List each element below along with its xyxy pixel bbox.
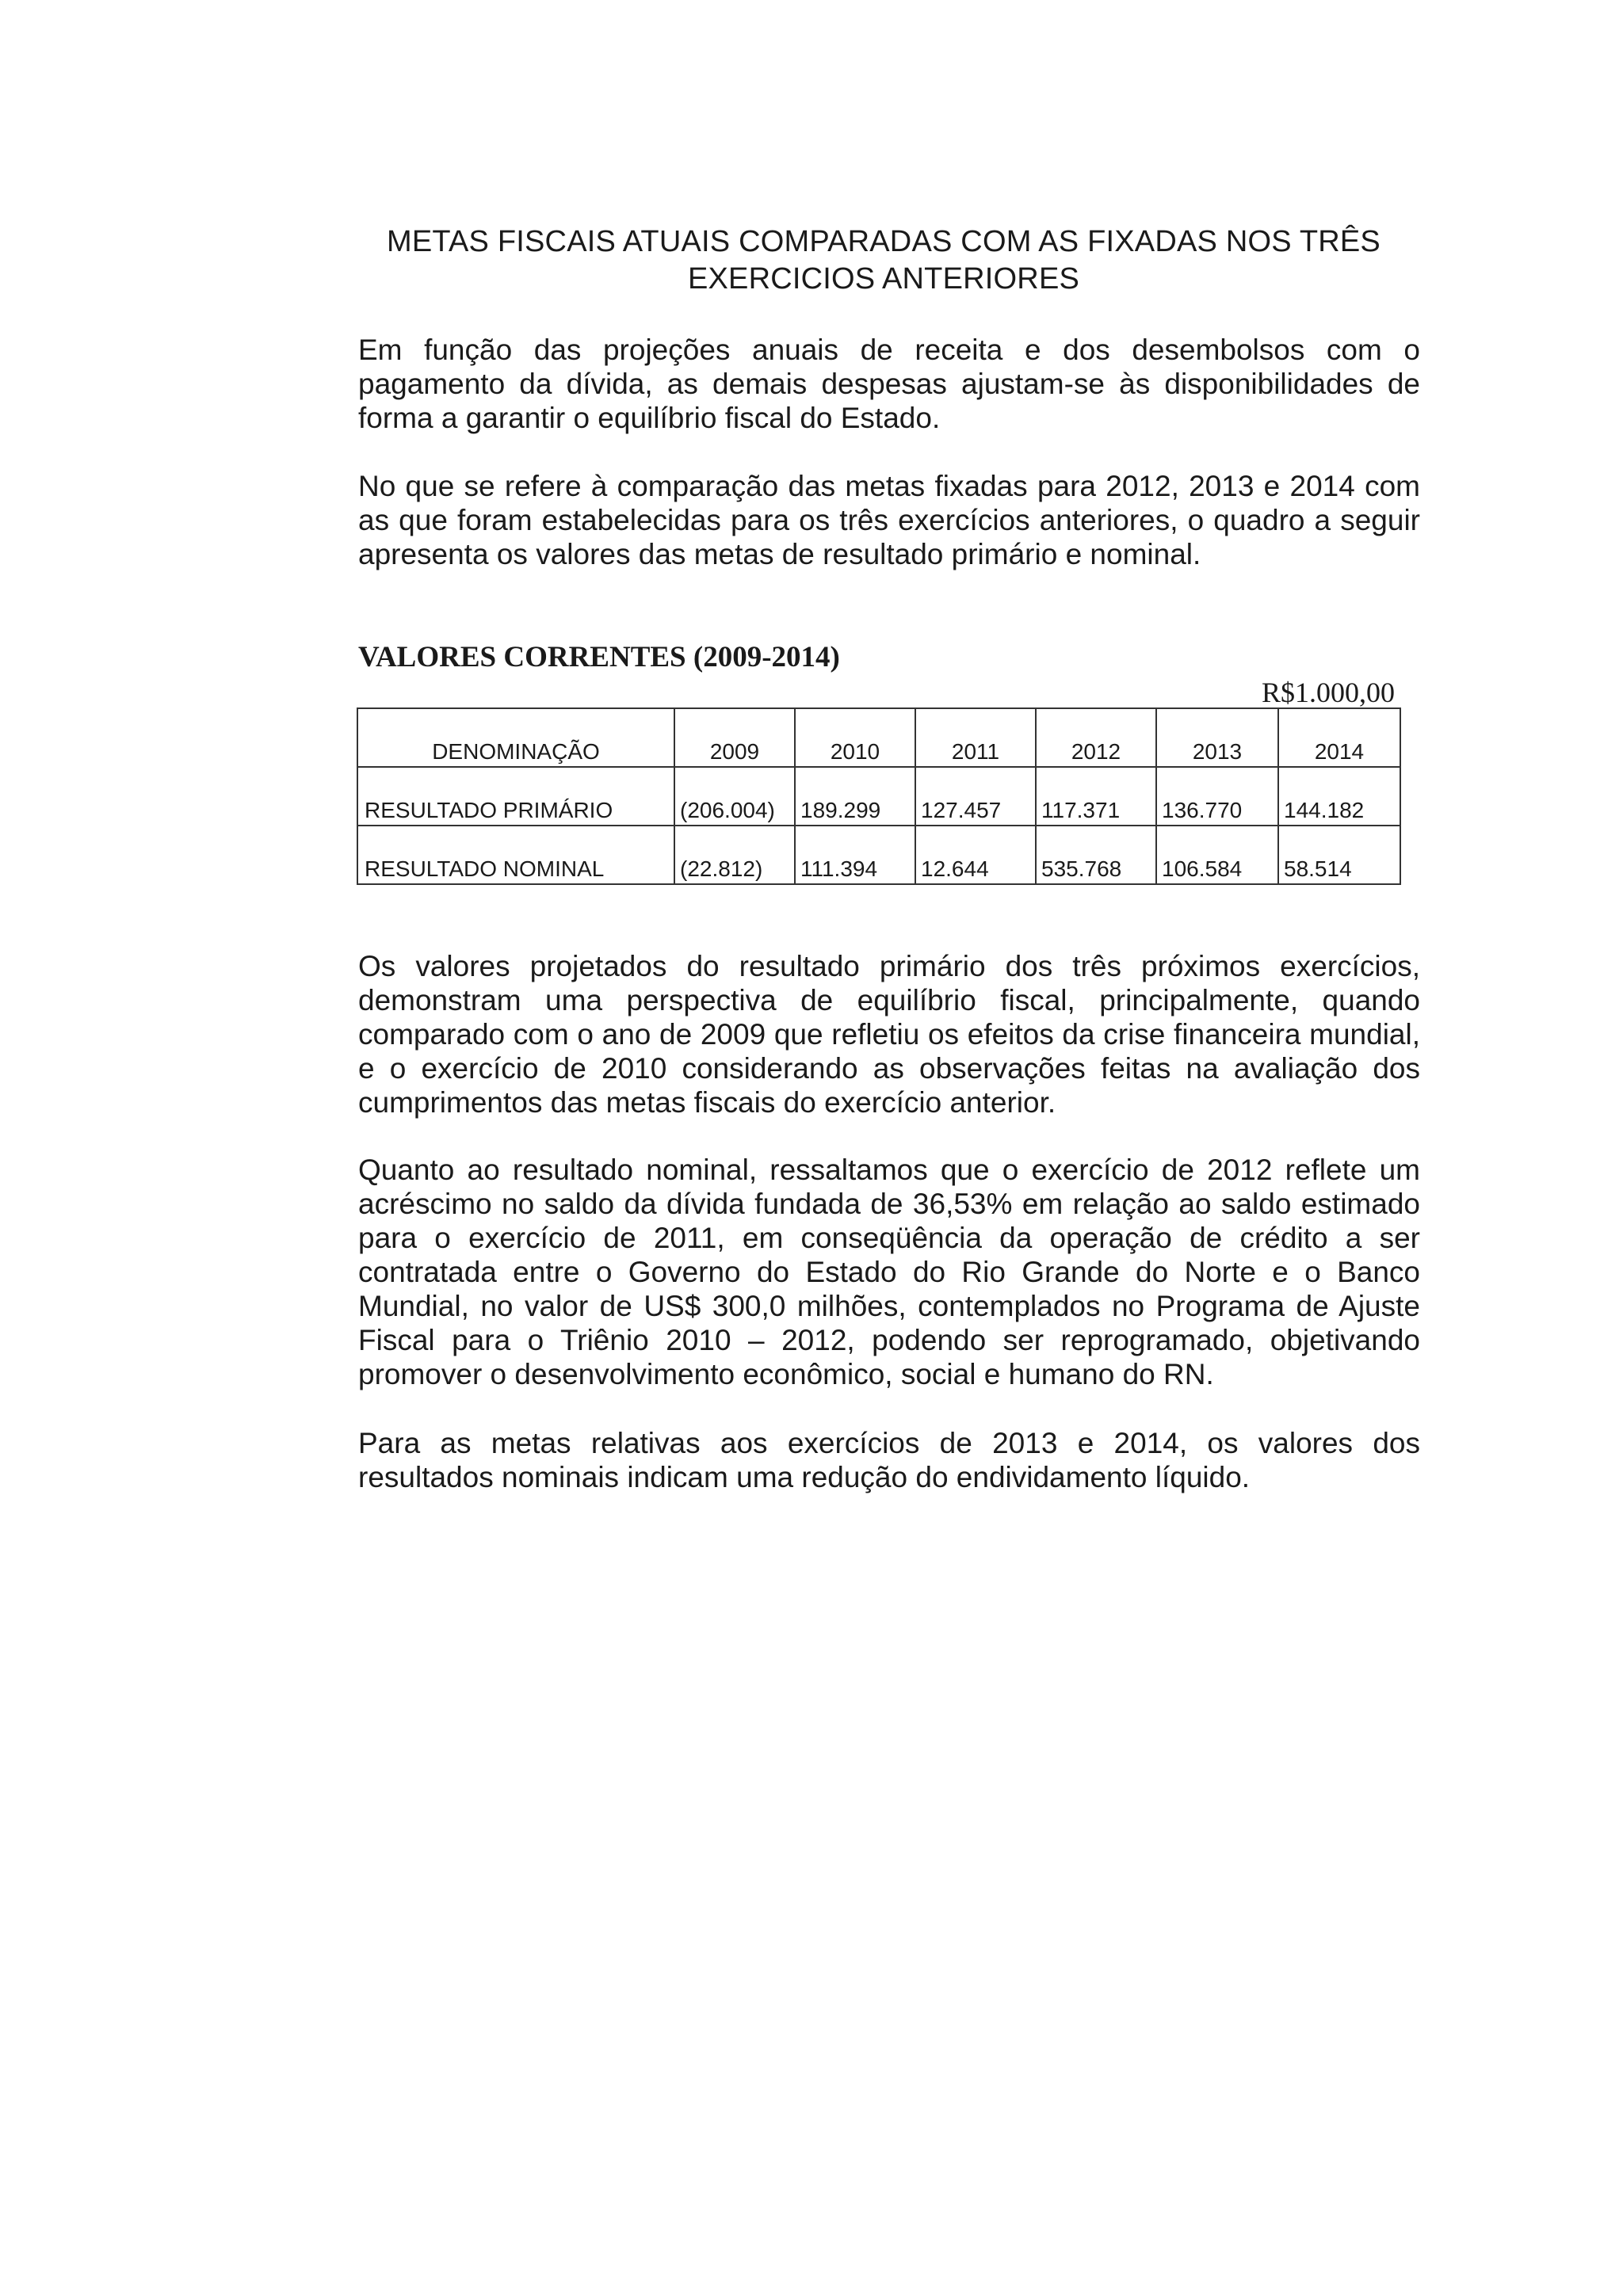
paragraph-primary-result: Os valores projetados do resultado primário dos três próximos exercícios, demonstram uma perspectiva de equilíbrio fiscal, principalmente, quando comparado com o ano de 2009 que refletiu os efeitos da crise financeira mundial, e o exercício de 2010 considerando as observações feitas na avaliação dos cumprimentos das metas fiscais do exercício anterior. [358, 950, 1420, 1119]
paragraph-nominal-result: Quanto ao resultado nominal, ressaltamos que o exercício de 2012 reflete um acréscimo no saldo da dívida fundada de 36,53% em relação ao saldo estimado para o exercício de 2011, em conseqüência da operação de crédito a ser contratada entre o Governo do Estado do Rio Grande do Norte e o Banco Mundial, no valor de US$ 300,0 milhões, contemplados no Programa de Ajuste Fiscal para o Triênio 2010 – 2012, podendo ser reprogramado, objetivando promover o desenvolvimento econômico, social e humano do RN. [358, 1154, 1420, 1390]
column-header: 2010 [795, 708, 915, 767]
table-cell: 106.584 [1156, 826, 1278, 884]
table-cell: 111.394 [795, 826, 915, 884]
section-heading: VALORES CORRENTES (2009-2014) [358, 641, 840, 673]
row-label: RESULTADO PRIMÁRIO [357, 767, 674, 826]
column-header: 2013 [1156, 708, 1278, 767]
row-label: RESULTADO NOMINAL [357, 826, 674, 884]
table-cell: (206.004) [674, 767, 795, 826]
table-cell: 189.299 [795, 767, 915, 826]
table-cell: 144.182 [1278, 767, 1400, 826]
column-header: 2011 [915, 708, 1036, 767]
table-cell: 12.644 [915, 826, 1036, 884]
paragraph-comparison: No que se refere à comparação das metas fixadas para 2012, 2013 e 2014 com as que foram estabelecidas para os três exercícios anteriores, o quadro a seguir apresenta os valores das metas de resultado primário e nominal. [358, 470, 1420, 570]
table-cell: 58.514 [1278, 826, 1400, 884]
table-header-row [357, 708, 1400, 767]
table-row [357, 767, 1400, 826]
table-cell: 535.768 [1036, 826, 1156, 884]
column-header: DENOMINAÇÃO [357, 708, 674, 767]
table-cell: (22.812) [674, 826, 795, 884]
paragraph-intro: Em função das projeções anuais de receita e dos desembolsos com o pagamento da dívida, as demais despesas ajustam-se às disponibilidades de forma a garantir o equilíbrio fiscal do Estado. [358, 334, 1420, 434]
unit-note: R$1.000,00 [1261, 677, 1395, 708]
column-header: 2012 [1036, 708, 1156, 767]
paragraph-conclusion: Para as metas relativas aos exercícios de 2013 e 2014, os valores dos resultados nominais indicam uma redução do endividamento líquido. [358, 1427, 1420, 1493]
title-line-1: METAS FISCAIS ATUAIS COMPARADAS COM AS FIXADAS NOS TRÊS [387, 225, 1381, 258]
table-cell: 127.457 [915, 767, 1036, 826]
table-cell: 117.371 [1036, 767, 1156, 826]
table-row [357, 826, 1400, 884]
fiscal-targets-table [357, 707, 1401, 885]
table-cell: 136.770 [1156, 767, 1278, 826]
column-header: 2014 [1278, 708, 1400, 767]
title-line-2: EXERCICIOS ANTERIORES [687, 262, 1080, 296]
column-header: 2009 [674, 708, 795, 767]
page-title [349, 223, 1419, 298]
